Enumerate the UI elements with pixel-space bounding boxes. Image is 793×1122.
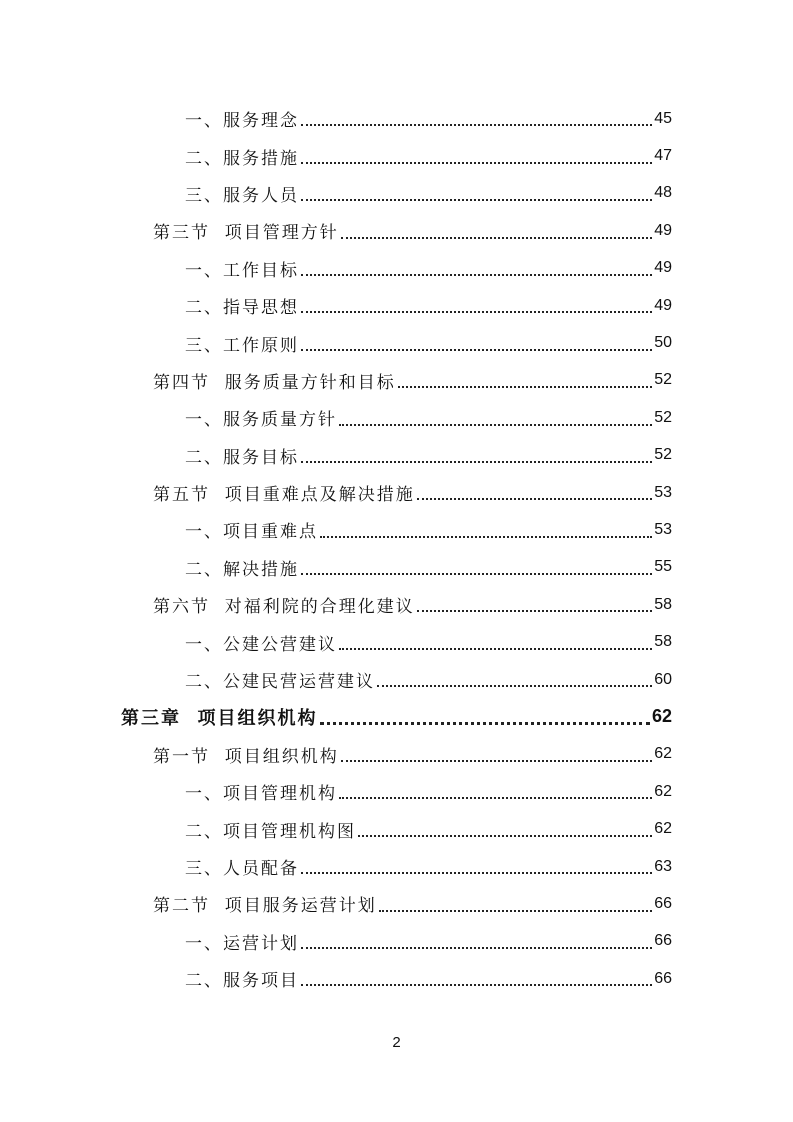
toc-entry-page: 52 bbox=[654, 408, 672, 426]
toc-entry-page: 60 bbox=[654, 670, 672, 688]
toc-entry-page: 58 bbox=[654, 633, 672, 651]
toc-dot-leader bbox=[301, 983, 652, 986]
toc-entry-title: 一、服务理念 bbox=[185, 111, 299, 132]
toc-entry-page: 48 bbox=[654, 184, 672, 202]
toc-entry-title: 二、解决措施 bbox=[185, 559, 299, 580]
toc-dot-leader bbox=[398, 385, 652, 388]
toc-entry-title: 第六节 对福利院的合理化建议 bbox=[153, 597, 415, 618]
toc-dot-leader bbox=[339, 423, 652, 426]
toc-entry-page: 49 bbox=[654, 296, 672, 314]
table-of-contents bbox=[0, 100, 793, 997]
toc-dot-leader bbox=[341, 236, 652, 239]
toc-entry-title: 二、服务项目 bbox=[185, 971, 299, 992]
toc-entry-page: 66 bbox=[654, 932, 672, 950]
toc-subsection-entry[interactable] bbox=[0, 661, 793, 698]
toc-dot-leader bbox=[301, 572, 652, 575]
toc-entry-page: 49 bbox=[654, 259, 672, 277]
toc-section-entry[interactable] bbox=[0, 586, 793, 623]
toc-section-entry[interactable] bbox=[0, 736, 793, 773]
toc-entry-title: 二、指导思想 bbox=[185, 298, 299, 319]
toc-dot-leader bbox=[417, 497, 652, 500]
toc-dot-leader bbox=[358, 834, 652, 837]
toc-subsection-entry[interactable] bbox=[0, 773, 793, 810]
toc-dot-leader bbox=[377, 684, 652, 687]
toc-subsection-entry[interactable] bbox=[0, 960, 793, 997]
toc-dot-leader bbox=[301, 161, 652, 164]
toc-entry-page: 62 bbox=[654, 820, 672, 838]
toc-dot-leader bbox=[301, 123, 652, 126]
toc-subsection-entry[interactable] bbox=[0, 437, 793, 474]
toc-section-entry[interactable] bbox=[0, 212, 793, 249]
toc-dot-leader bbox=[301, 460, 652, 463]
toc-entry-title: 三、工作原则 bbox=[185, 335, 299, 356]
toc-entry-page: 52 bbox=[654, 446, 672, 464]
toc-dot-leader bbox=[301, 348, 652, 351]
toc-dot-leader bbox=[417, 609, 652, 612]
toc-subsection-entry[interactable] bbox=[0, 137, 793, 174]
toc-subsection-entry[interactable] bbox=[0, 549, 793, 586]
toc-entry-title: 三、人员配备 bbox=[185, 859, 299, 879]
toc-entry-title: 第三章 项目组织机构 bbox=[121, 707, 318, 729]
toc-entry-title: 第一节 项目组织机构 bbox=[153, 746, 339, 767]
toc-entry-title: 一、服务质量方针 bbox=[185, 410, 337, 431]
toc-entry-title: 一、公建公营建议 bbox=[185, 634, 337, 655]
toc-chapter-entry[interactable] bbox=[0, 698, 793, 735]
toc-subsection-entry[interactable] bbox=[0, 175, 793, 212]
toc-subsection-entry[interactable] bbox=[0, 511, 793, 548]
toc-entry-title: 二、服务措施 bbox=[185, 148, 299, 169]
toc-entry-page: 66 bbox=[654, 969, 672, 987]
toc-entry-title: 第二节 项目服务运营计划 bbox=[153, 896, 377, 917]
toc-dot-leader bbox=[301, 198, 652, 201]
toc-subsection-entry[interactable] bbox=[0, 324, 793, 361]
toc-dot-leader bbox=[379, 909, 652, 912]
toc-entry-page: 62 bbox=[651, 706, 672, 727]
toc-entry-page: 50 bbox=[654, 334, 672, 352]
toc-entry-page: 45 bbox=[654, 109, 672, 127]
toc-entry-page: 58 bbox=[654, 595, 672, 613]
toc-entry-title: 第四节 服务质量方针和目标 bbox=[153, 372, 396, 393]
toc-subsection-entry[interactable] bbox=[0, 250, 793, 287]
toc-entry-title: 一、运营计划 bbox=[185, 933, 299, 954]
toc-subsection-entry[interactable] bbox=[0, 100, 793, 137]
toc-entry-title: 二、服务目标 bbox=[185, 447, 299, 468]
toc-subsection-entry[interactable] bbox=[0, 848, 793, 885]
toc-entry-page: 47 bbox=[654, 147, 672, 165]
toc-dot-leader bbox=[339, 647, 652, 650]
toc-subsection-entry[interactable] bbox=[0, 287, 793, 324]
toc-subsection-entry[interactable] bbox=[0, 923, 793, 960]
toc-dot-leader bbox=[301, 310, 652, 313]
toc-dot-leader bbox=[339, 796, 652, 799]
toc-entry-title: 一、工作目标 bbox=[185, 260, 299, 281]
toc-subsection-entry[interactable] bbox=[0, 399, 793, 436]
toc-entry-title: 一、项目重难点 bbox=[185, 522, 318, 543]
toc-dot-leader bbox=[301, 273, 652, 276]
toc-entry-page: 53 bbox=[654, 520, 672, 538]
toc-entry-page: 55 bbox=[654, 558, 672, 576]
toc-entry-title: 三、服务人员 bbox=[185, 185, 299, 206]
toc-entry-page: 63 bbox=[654, 857, 672, 875]
toc-section-entry[interactable] bbox=[0, 885, 793, 922]
toc-entry-title: 一、项目管理机构 bbox=[185, 784, 337, 805]
toc-entry-title: 第三节 项目管理方针 bbox=[153, 223, 339, 244]
toc-entry-title: 第五节 项目重难点及解决措施 bbox=[153, 485, 415, 506]
toc-section-entry[interactable] bbox=[0, 474, 793, 511]
toc-entry-page: 53 bbox=[654, 483, 672, 501]
toc-dot-leader bbox=[301, 871, 652, 874]
toc-entry-title: 二、项目管理机构图 bbox=[185, 821, 356, 842]
toc-section-entry[interactable] bbox=[0, 362, 793, 399]
toc-subsection-entry[interactable] bbox=[0, 810, 793, 847]
toc-dot-leader bbox=[301, 946, 652, 949]
toc-entry-page: 49 bbox=[654, 221, 672, 239]
toc-entry-page: 52 bbox=[654, 371, 672, 389]
toc-dot-leader bbox=[320, 721, 650, 725]
toc-subsection-entry[interactable] bbox=[0, 623, 793, 660]
toc-entry-title: 二、公建民营运营建议 bbox=[185, 672, 375, 693]
toc-entry-page: 62 bbox=[654, 745, 672, 763]
page-number: 2 bbox=[392, 1034, 401, 1051]
toc-dot-leader bbox=[320, 535, 652, 538]
toc-entry-page: 66 bbox=[654, 894, 672, 912]
toc-dot-leader bbox=[341, 759, 652, 762]
toc-entry-page: 62 bbox=[654, 782, 672, 800]
